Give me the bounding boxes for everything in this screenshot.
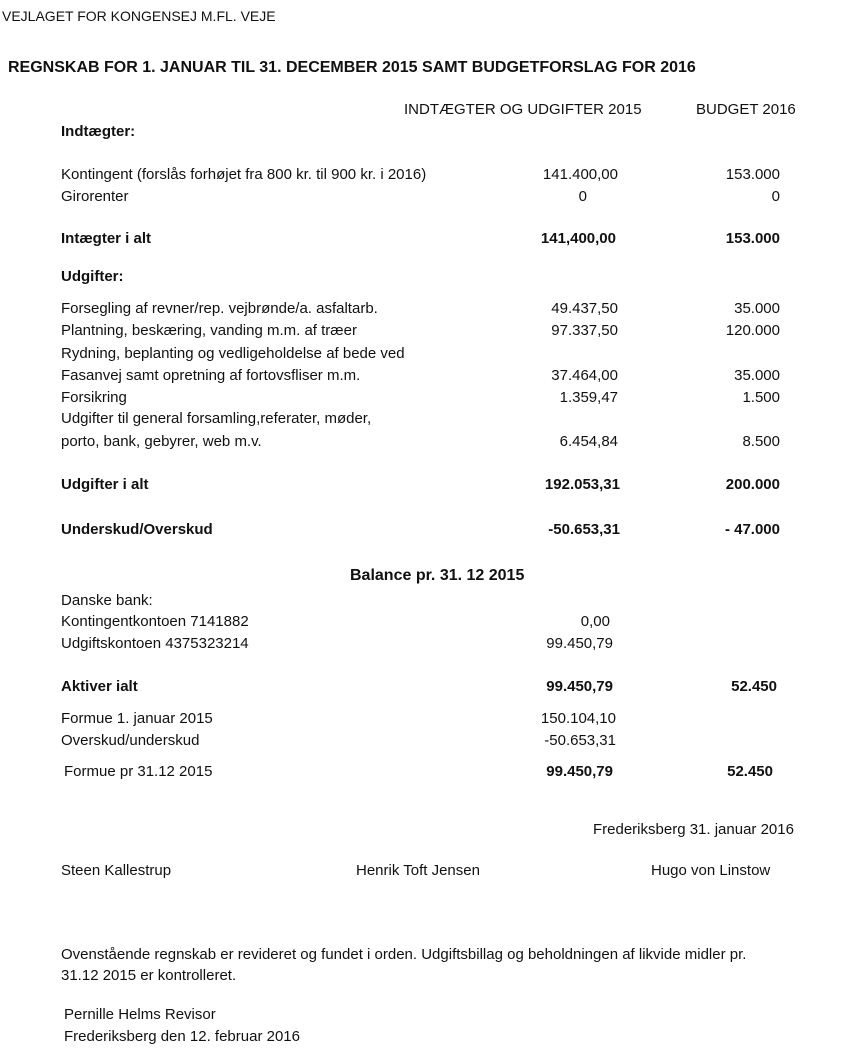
bank-label: Danske bank: bbox=[61, 592, 153, 609]
income-heading: Indtægter: bbox=[61, 123, 136, 140]
result-actual: -50.653,31 bbox=[548, 521, 620, 538]
account-label: Kontingentkontoen 7141882 bbox=[61, 613, 249, 630]
expenses-total-budget: 200.000 bbox=[725, 476, 780, 493]
expense-row-budget: 35.000 bbox=[734, 367, 780, 384]
expense-row-budget: 35.000 bbox=[734, 300, 780, 317]
result-label: Underskud/Overskud bbox=[61, 521, 213, 538]
expense-row-label: Udgifter til general forsamling,referater, møder, bbox=[61, 410, 372, 427]
income-row-label: Girorenter bbox=[61, 188, 129, 205]
expense-row-label: Forsikring bbox=[61, 389, 127, 406]
audit-text-line: 31.12 2015 er kontrolleret. bbox=[61, 967, 237, 984]
expense-row-budget: 120.000 bbox=[725, 322, 780, 339]
signatory-name: Hugo von Linstow bbox=[651, 862, 771, 879]
expenses-heading: Udgifter: bbox=[61, 268, 124, 285]
place-date: Frederiksberg 31. januar 2016 bbox=[593, 821, 794, 838]
income-row-budget: 0 bbox=[771, 188, 780, 205]
expense-row-label: Plantning, beskæring, vanding m.m. af træer bbox=[61, 322, 357, 339]
audit-place-date: Frederiksberg den 12. februar 2016 bbox=[64, 1028, 300, 1045]
expense-row-actual: 1.359,47 bbox=[559, 389, 618, 406]
expenses-total-label: Udgifter i alt bbox=[61, 476, 149, 493]
expense-row-actual: 6.454,84 bbox=[559, 433, 618, 450]
signatory-name: Steen Kallestrup bbox=[61, 862, 172, 879]
income-row-actual: 0 bbox=[578, 188, 587, 205]
income-total-label: Intægter i alt bbox=[61, 230, 152, 247]
expense-row-actual: 37.464,00 bbox=[551, 367, 618, 384]
column-header-actual: INDTÆGTER OG UDGIFTER 2015 bbox=[404, 101, 642, 118]
equity-row-label: Overskud/underskud bbox=[61, 732, 200, 749]
signatory-name: Henrik Toft Jensen bbox=[356, 862, 480, 879]
equity-row-amount: 150.104,10 bbox=[540, 710, 616, 727]
equity-end-budget: 52.450 bbox=[727, 763, 773, 780]
expense-row-label: Rydning, beplanting og vedligeholdelse af bede ved bbox=[61, 345, 405, 362]
expense-row-actual: 49.437,50 bbox=[551, 300, 618, 317]
expense-row-actual: 97.337,50 bbox=[551, 322, 618, 339]
column-header-budget: BUDGET 2016 bbox=[696, 101, 796, 118]
org-name: VEJLAGET FOR KONGENSEJ M.FL. VEJE bbox=[2, 8, 276, 24]
assets-budget: 52.450 bbox=[731, 678, 777, 695]
account-amount: 0,00 bbox=[580, 613, 610, 630]
income-total-actual: 141,400,00 bbox=[540, 230, 616, 247]
account-label: Udgiftskontoen 4375323214 bbox=[61, 635, 249, 652]
page-title: REGNSKAB FOR 1. JANUAR TIL 31. DECEMBER 2015 SAMT BUDGETFORSLAG FOR 2016 bbox=[8, 59, 696, 76]
income-row-actual: 141.400,00 bbox=[542, 166, 618, 183]
equity-end-label: Formue pr 31.12 2015 bbox=[64, 763, 213, 780]
account-amount: 99.450,79 bbox=[546, 635, 613, 652]
income-row-budget: 153.000 bbox=[725, 166, 780, 183]
expense-row-label: porto, bank, gebyrer, web m.v. bbox=[61, 433, 262, 450]
auditor-name: Pernille Helms Revisor bbox=[64, 1006, 216, 1023]
result-budget: - 47.000 bbox=[724, 521, 780, 538]
expenses-total-actual: 192.053,31 bbox=[544, 476, 620, 493]
balance-title: Balance pr. 31. 12 2015 bbox=[350, 567, 525, 584]
expense-row-budget: 1.500 bbox=[742, 389, 780, 406]
income-total-budget: 153.000 bbox=[725, 230, 780, 247]
audit-text-line: Ovenstående regnskab er revideret og fundet i orden. Udgiftsbillag og beholdningen af likvide midler pr. bbox=[61, 946, 747, 963]
expense-row-label: Fasanvej samt opretning af fortovsfliser m.m. bbox=[61, 367, 361, 384]
assets-amount: 99.450,79 bbox=[546, 678, 613, 695]
expense-row-budget: 8.500 bbox=[742, 433, 780, 450]
expense-row-label: Forsegling af revner/rep. vejbrønde/a. asfaltarb. bbox=[61, 300, 378, 317]
equity-end-amount: 99.450,79 bbox=[546, 763, 613, 780]
income-row-label: Kontingent (forslås forhøjet fra 800 kr. til 900 kr. i 2016) bbox=[61, 166, 427, 183]
assets-label: Aktiver ialt bbox=[61, 678, 138, 695]
equity-row-label: Formue 1. januar 2015 bbox=[61, 710, 213, 727]
equity-row-amount: -50.653,31 bbox=[544, 732, 616, 749]
